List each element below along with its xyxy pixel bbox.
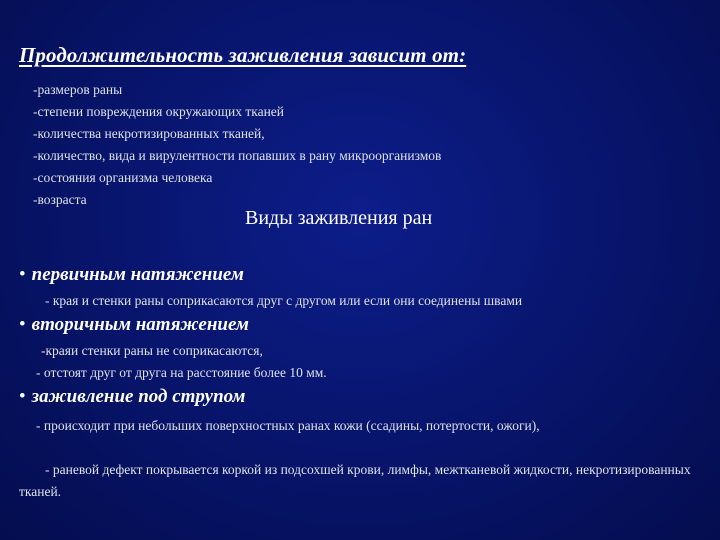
healing-type-description: - края и стенки раны соприкасаются друг с другом или если они соединены швами bbox=[45, 293, 523, 308]
list-item: -размеров раны bbox=[33, 82, 123, 97]
healing-type-title: заживление под струпом bbox=[31, 386, 246, 407]
section-subtitle: Виды заживления ран bbox=[245, 207, 433, 229]
bullet-icon: • bbox=[19, 314, 26, 335]
slide-heading: Продолжительность заживления зависит от: bbox=[19, 43, 467, 67]
healing-type-scab bbox=[19, 386, 245, 408]
healing-type-title: первичным натяжением bbox=[31, 264, 244, 285]
healing-type-secondary bbox=[19, 314, 249, 336]
healing-type-description: -краяи стенки раны не соприкасаются, bbox=[41, 343, 263, 358]
list-item: -количества некротизированных тканей, bbox=[33, 126, 265, 141]
healing-type-primary bbox=[19, 264, 244, 286]
factors-list bbox=[33, 79, 441, 211]
bullet-icon: • bbox=[19, 264, 26, 285]
healing-type-title: вторичным натяжением bbox=[31, 314, 249, 335]
bullet-icon: • bbox=[19, 386, 26, 407]
healing-type-description: - отстоят друг от друга на расстояние более 10 мм. bbox=[36, 365, 327, 380]
healing-type-description: - происходит при небольших поверхностных ранах кожи (ссадины, потертости, ожоги), bbox=[36, 418, 540, 433]
healing-type-description: - раневой дефект покрывается коркой из подсохшей крови, лимфы, межтканевой жидкости, некротизированных тканей. bbox=[19, 462, 691, 499]
list-item: -количество, вида и вирулентности попавших в рану микроорганизмов bbox=[33, 148, 442, 163]
list-item: -возраста bbox=[33, 192, 87, 207]
list-item: -состояния организма человека bbox=[33, 170, 213, 185]
list-item: -степени повреждения окружающих тканей bbox=[33, 104, 285, 119]
